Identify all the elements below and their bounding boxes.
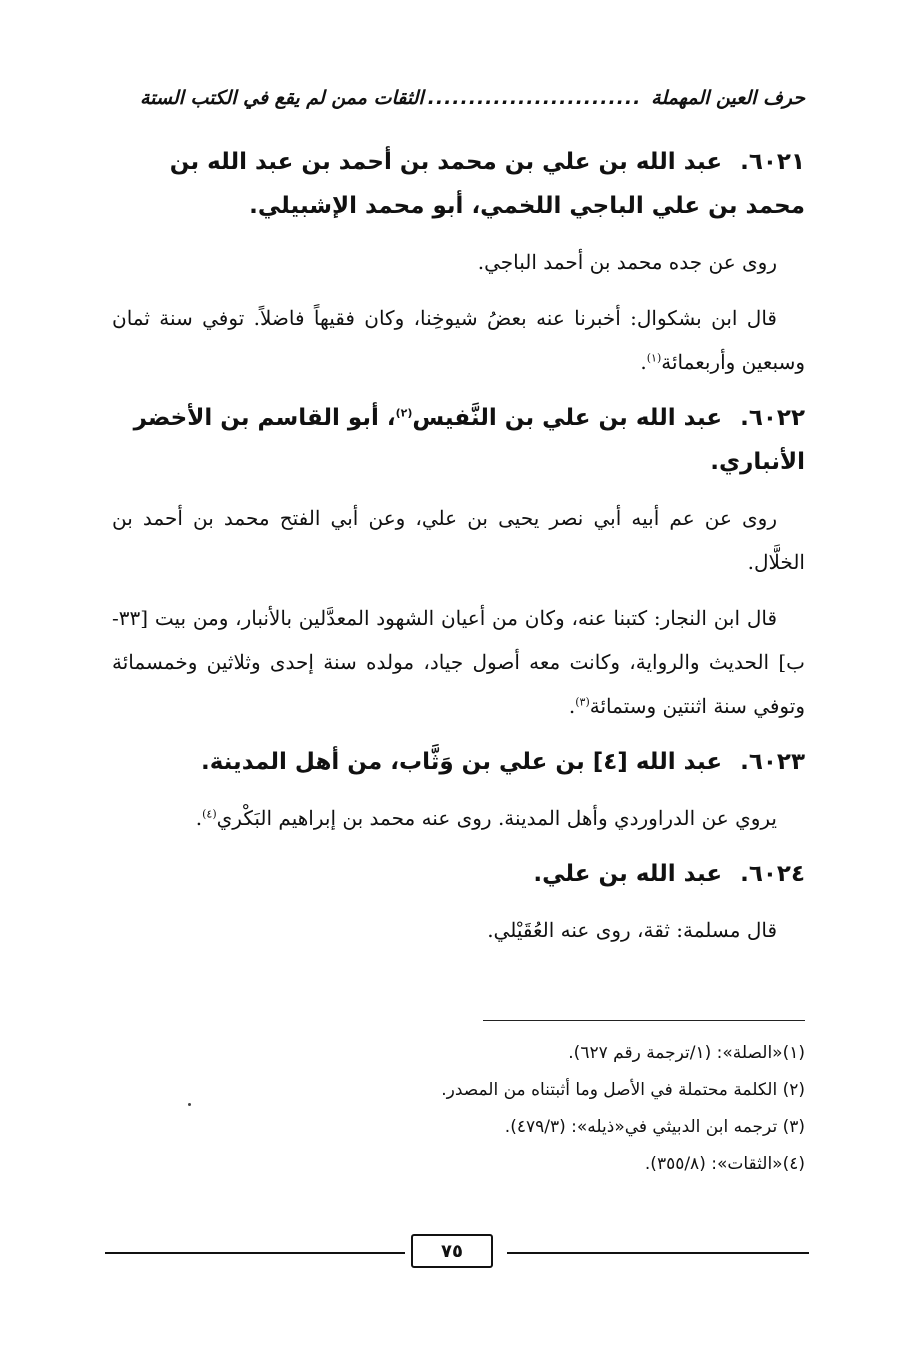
paragraph-text: قال ابن النجار: كتبنا عنه، وكان من أعيان الشهود المعدَّلين بالأنبار، ومن بيت [٣٣-ب] الحديث والرواية، وكانت معه أصول جياد، مولده سنة إحدى وثلاثين وخمسمائة وتوفي سنة اثنتين وستمائة bbox=[112, 606, 805, 718]
entry-title bbox=[112, 852, 805, 896]
entry-name: عبد الله [٤] بن علي بن وَثَّاب، من أهل المدينة. bbox=[200, 749, 723, 775]
footnote-ref: (١) bbox=[646, 351, 662, 365]
paragraph-text: قال ابن بشكوال: أخبرنا عنه بعضُ شيوخِنا، وكان فقيهاً فاضلاً. توفي سنة ثمان وسبعين وأربعمائة bbox=[112, 306, 805, 374]
entry-number: ٦٠٢٢. bbox=[740, 405, 805, 431]
entry-name: عبد الله بن علي بن محمد بن أحمد بن عبد الله بن محمد بن علي الباجي اللخمي، أبو محمد الإشبيلي. bbox=[169, 149, 805, 219]
entry-title bbox=[112, 140, 805, 228]
footnote-3: (٣) ترجمه ابن الدبيثي في«ذيله»: (٤٧٩/٣). bbox=[504, 1117, 805, 1137]
main-content bbox=[112, 140, 805, 964]
entry-6021 bbox=[112, 140, 805, 384]
footnote-ref: (٤) bbox=[202, 807, 217, 821]
entry-6023 bbox=[112, 740, 805, 840]
running-header bbox=[140, 80, 805, 116]
entry-paragraph: قال ابن بشكوال: أخبرنا عنه بعضُ شيوخِنا، وكان فقيهاً فاضلاً. توفي سنة ثمان وسبعين وأربعمائة$^{(١)}$. bbox=[112, 306, 805, 374]
paragraph-text: قال مسلمة: ثقة، روى عنه العُقَيْلي. bbox=[487, 918, 777, 942]
entry-name-cont: ، أبو القاسم بن الأخضر الأنباري. bbox=[133, 405, 805, 475]
entry-6022 bbox=[112, 396, 805, 728]
entry-name: عبد الله بن علي بن النَّفيس bbox=[412, 405, 723, 431]
entry-title bbox=[112, 396, 805, 484]
footnote-separator bbox=[483, 1020, 805, 1021]
page-footer bbox=[105, 1232, 809, 1272]
entry-paragraph bbox=[112, 908, 805, 952]
paragraph-text: روى عن جده محمد بن أحمد الباجي. bbox=[477, 250, 777, 274]
footer-rule-left bbox=[105, 1252, 405, 1254]
footnote-2: (٢) الكلمة محتملة في الأصل وما أثبتناه من المصدر. bbox=[441, 1080, 805, 1100]
paragraph-text: يروي عن الدراوردي وأهل المدينة. روى عنه محمد بن إبراهيم البَكْري bbox=[216, 806, 777, 830]
page-number: ٧٥ bbox=[411, 1234, 493, 1268]
entry-name: عبد الله بن علي. bbox=[533, 861, 723, 887]
entry-paragraph: يروي عن الدراوردي وأهل المدينة. روى عنه محمد بن إبراهيم البَكْري$^{(٤)}$. bbox=[195, 806, 777, 830]
footnote-ref: (٢) bbox=[395, 406, 413, 420]
entry-paragraph bbox=[112, 496, 805, 584]
entry-number: ٦٠٢٣. bbox=[740, 749, 805, 775]
entry-6024 bbox=[112, 852, 805, 952]
footnote-1: (١)«الصلة»: (١/ترجمة رقم ٦٢٧). bbox=[568, 1043, 805, 1063]
footer-rule-right bbox=[507, 1252, 809, 1254]
scan-speck bbox=[188, 1103, 191, 1106]
entry-number: ٦٠٢٤. bbox=[740, 861, 805, 887]
entry-paragraph bbox=[112, 240, 805, 284]
footnotes bbox=[300, 1035, 805, 1183]
header-dots: .......................... bbox=[427, 87, 642, 109]
entry-number: ٦٠٢١. bbox=[740, 149, 805, 175]
header-book-title: الثقات ممن لم يقع في الكتب الستة bbox=[140, 87, 424, 109]
header-section-title: حرف العين المهملة bbox=[651, 87, 805, 109]
footnote-ref: (٣) bbox=[575, 695, 590, 709]
paragraph-text: روى عن عم أبيه أبي نصر يحيى بن علي، وعن أبي الفتح محمد بن أحمد بن الخلَّال. bbox=[112, 506, 805, 574]
footnote-4: (٤)«الثقات»: (٣٥٥/٨). bbox=[644, 1154, 805, 1174]
entry-paragraph: قال ابن النجار: كتبنا عنه، وكان من أعيان الشهود المعدَّلين بالأنبار، ومن بيت [٣٣-ب] الحديث والرواية، وكانت معه أصول جياد، مولده سنة إحدى وثلاثين وخمسمائة وتوفي سنة اثنتين وستمائة$^{(٣)}$. bbox=[112, 606, 805, 718]
entry-title bbox=[112, 740, 805, 784]
